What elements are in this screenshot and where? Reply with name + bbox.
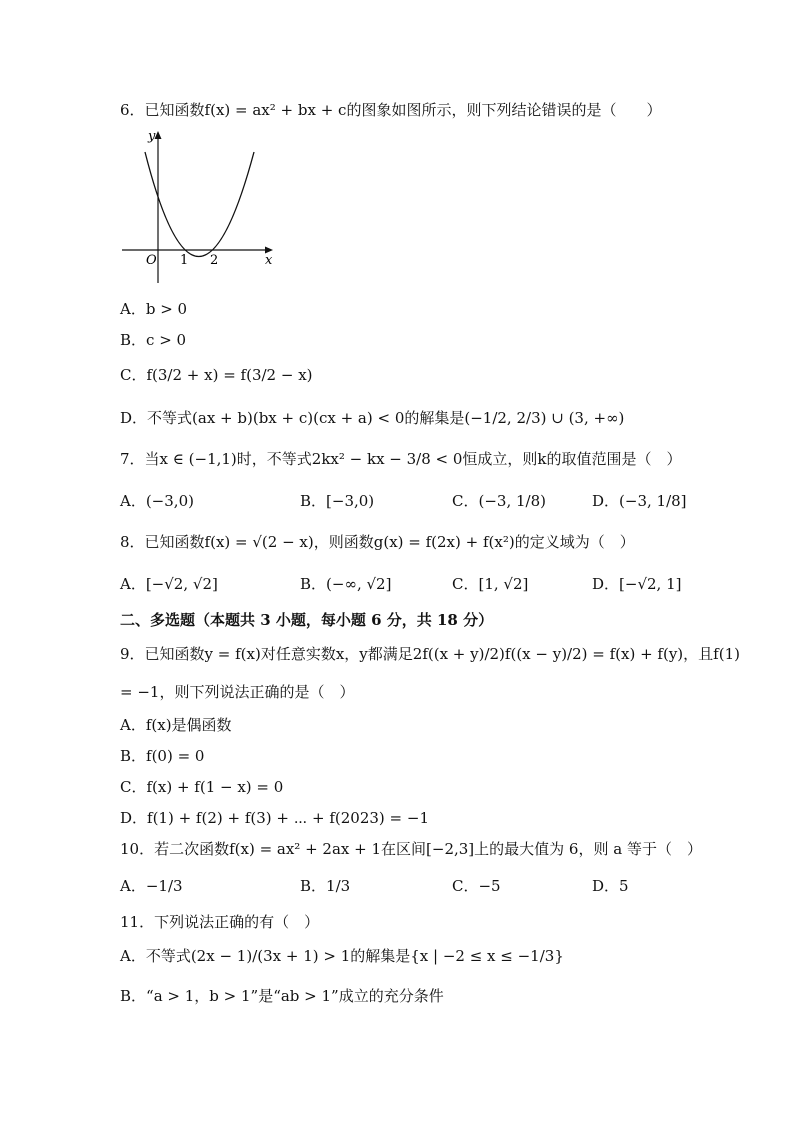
section-heading-multi-choice: 二、多选题（本题共 3 小题，每小题 6 分，共 18 分） bbox=[120, 611, 494, 629]
q9-stem-line1: 9．已知函数y = f(x)对任意实数x，y都满足2f((x + y)/2)f((x − y)/2) = f(x) + f(y)，且f(1) bbox=[120, 645, 740, 663]
q11-option-b: B．“a > 1，b > 1”是“ab > 1”成立的充分条件 bbox=[120, 987, 444, 1005]
q8-option-c: C．[1, √2] bbox=[452, 575, 529, 593]
q10-option-b: B．1/3 bbox=[300, 877, 351, 895]
q11-option-a: A．不等式(2x − 1)/(3x + 1) > 1的解集是{x | −2 ≤ x ≤ −1/3} bbox=[120, 947, 564, 965]
q8-option-a: A．[−√2, √2] bbox=[120, 575, 218, 593]
q10-option-c: C．−5 bbox=[452, 877, 501, 895]
y-axis-arrow bbox=[155, 131, 162, 139]
q6-option-b: B．c > 0 bbox=[120, 331, 187, 349]
q7-option-a: A．(−3,0) bbox=[120, 492, 194, 510]
q7-option-c: C．(−3, 1/8) bbox=[452, 492, 546, 510]
q6-option-c: C．f(3/2 + x) = f(3/2 − x) bbox=[120, 366, 313, 384]
tick-label-1: 1 bbox=[180, 253, 189, 268]
q9-option-b: B．f(0) = 0 bbox=[120, 747, 205, 765]
q6-option-d: D．不等式(ax + b)(bx + c)(cx + a) < 0的解集是(−1/2, 2/3) ∪ (3, +∞) bbox=[120, 409, 625, 427]
q6-parabola-graph bbox=[118, 128, 278, 288]
q6-option-a: A．b > 0 bbox=[120, 300, 188, 318]
q9-option-c: C．f(x) + f(1 − x) = 0 bbox=[120, 778, 284, 796]
q9-option-d: D．f(1) + f(2) + f(3) + ⋯ + f(2023) = −1 bbox=[120, 809, 429, 827]
tick-label-2: 2 bbox=[210, 253, 219, 268]
q7-stem: 7．当x ∈ (−1,1)时，不等式2kx² − kx − 3/8 < 0恒成立，则k的取值范围是（ ） bbox=[120, 450, 682, 468]
q8-stem: 8．已知函数f(x) = √(2 − x)，则函数g(x) = f(2x) + f(x²)的定义域为（ ） bbox=[120, 533, 635, 551]
q7-option-d: D．(−3, 1/8] bbox=[592, 492, 687, 510]
q9-option-a: A．f(x)是偶函数 bbox=[120, 716, 232, 734]
q10-stem: 10．若二次函数f(x) = ax² + 2ax + 1在区间[−2,3]上的最大值为 6，则 a 等于（ ） bbox=[120, 840, 702, 858]
q10-option-a: A．−1/3 bbox=[120, 877, 183, 895]
q9-stem-line2: = −1，则下列说法正确的是（ ） bbox=[120, 683, 355, 701]
q7-option-b: B．[−3,0) bbox=[300, 492, 375, 510]
q8-option-b: B．(−∞, √2] bbox=[300, 575, 392, 593]
parabola-curve bbox=[145, 152, 254, 257]
q11-stem: 11．下列说法正确的有（ ） bbox=[120, 913, 320, 931]
q6-stem: 6．已知函数f(x) = ax² + bx + c的图象如图所示，则下列结论错误的是（ ） bbox=[120, 101, 662, 119]
y-axis-label: y bbox=[148, 129, 156, 144]
x-axis-label: x bbox=[265, 253, 273, 268]
origin-label: O bbox=[146, 253, 157, 268]
q10-option-d: D．5 bbox=[592, 877, 629, 895]
q8-option-d: D．[−√2, 1] bbox=[592, 575, 682, 593]
